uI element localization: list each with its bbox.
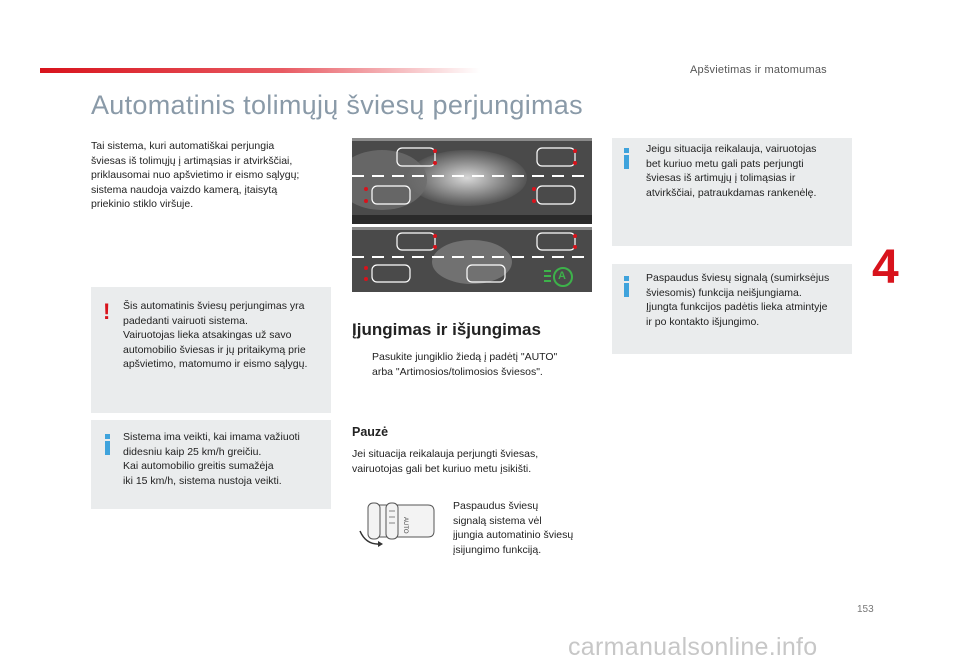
info-icon xyxy=(105,434,110,455)
pause-text xyxy=(352,447,592,476)
intro-line: sistema naudoja vaizdo kamerą, įtaisytą xyxy=(91,183,278,196)
press-line: Paspaudus šviesų xyxy=(453,500,539,512)
section-title: Apšvietimas ir matomumas xyxy=(690,64,827,76)
chapter-number: 4 xyxy=(872,241,899,294)
illustration-low-beam xyxy=(352,227,592,292)
pause-heading: Pauzė xyxy=(352,425,389,439)
step-line: Pasukite jungiklio žiedą į padėtį "AUTO" xyxy=(372,351,558,363)
stalk-label: AUTO xyxy=(402,517,408,534)
info-line: ir po kontakto išjungimo. xyxy=(646,315,760,328)
warning-line: Šis automatinis šviesų perjungimas yra xyxy=(123,300,305,312)
intro-line: Tai sistema, kuri automatiškai perjungia xyxy=(91,140,275,152)
step-line: arba "Artimosios/tolimosios šviesos". xyxy=(372,365,543,378)
info-flash-text xyxy=(646,271,850,329)
info-box-speed xyxy=(91,420,331,509)
info-icon xyxy=(624,148,629,169)
activation-step xyxy=(372,350,602,379)
warning-line: padedanti vairuoti sistema. xyxy=(123,314,248,327)
header-red-bar xyxy=(40,68,480,73)
info-icon xyxy=(624,276,629,297)
info-line: Jeigu situacija reikalauja, vairuotojas xyxy=(646,143,817,155)
warning-text xyxy=(123,299,328,372)
indicator-letter: A xyxy=(558,270,566,282)
page-number: 153 xyxy=(857,604,874,615)
page-title: Automatinis tolimųjų šviesų perjungimas xyxy=(91,90,583,120)
warning-line: apšvietimo, matomumo ir eismo sąlygų. xyxy=(123,358,308,370)
info-line: Sistema ima veikti, kai imama važiuoti xyxy=(123,431,300,443)
info-line: Paspaudus šviesų signalą (sumirksėjus xyxy=(646,272,830,284)
intro-line: šviesas iš tolimųjų į artimąsias ir atvirkščiai, xyxy=(91,154,293,167)
info-manual-text xyxy=(646,142,850,200)
warning-box xyxy=(91,287,331,413)
intro-paragraph xyxy=(91,139,336,212)
press-text xyxy=(453,499,593,557)
press-line: įjungia automatinio šviesų xyxy=(453,529,574,541)
info-line: Įjungta funkcijos padėtis lieka atmintyje xyxy=(646,301,828,313)
warning-icon: ! xyxy=(103,299,111,324)
intro-line: priklausomai nuo apšvietimo ir eismo sąlygų; xyxy=(91,169,300,181)
info-line: šviesomis) funkcija neišjungiama. xyxy=(646,286,802,299)
auto-beam-indicator xyxy=(542,265,576,289)
warning-line: Vairuotojas lieka atsakingas už savo xyxy=(123,329,292,341)
info-line: bet kuriuo metu gali pats perjungti xyxy=(646,157,804,170)
info-line: iki 15 km/h, sistema nustoja veikti. xyxy=(123,474,282,487)
press-line: signalą sistema vėl xyxy=(453,514,542,527)
pause-line: Jei situacija reikalauja perjungti šviesas, xyxy=(352,448,539,460)
illustration-high-beam xyxy=(352,138,592,224)
warning-line: automobilio šviesas ir jų pritaikymą prie xyxy=(123,343,306,356)
light-stalk-illustration xyxy=(356,497,436,552)
watermark: carmanualsonline.info xyxy=(568,633,818,661)
info-line: šviesas iš artimųjų į tolimąsias ir xyxy=(646,172,796,184)
activation-heading: Įjungimas ir išjungimas xyxy=(352,320,541,339)
info-speed-text xyxy=(123,430,328,488)
info-box-flash xyxy=(612,264,852,354)
intro-line: priekinio stiklo viršuje. xyxy=(91,198,194,210)
info-line: didesniu kaip 25 km/h greičiu. xyxy=(123,445,262,458)
press-line: įsijungimo funkciją. xyxy=(453,543,542,556)
info-box-manual xyxy=(612,138,852,246)
info-line: atvirkščiai, patraukdamas rankenėlę. xyxy=(646,186,817,199)
info-line: Kai automobilio greitis sumažėja xyxy=(123,460,274,472)
pause-line: vairuotojas gali bet kuriuo metu įsikišti. xyxy=(352,462,532,475)
